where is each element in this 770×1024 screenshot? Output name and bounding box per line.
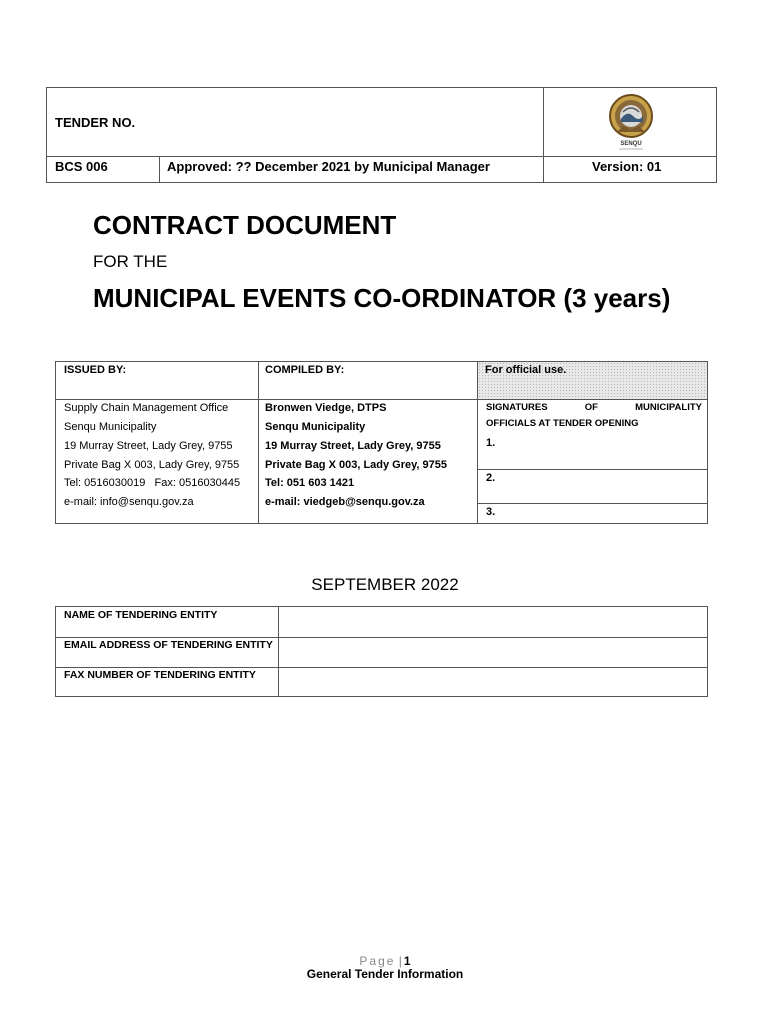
compiled-by-line: Tel: 051 603 1421 — [265, 477, 355, 489]
issued-by-label: ISSUED BY: — [64, 364, 127, 376]
divider — [258, 362, 259, 523]
compiled-by-line: 19 Murray Street, Lady Grey, 9755 — [265, 440, 441, 452]
compiled-by-line: Senqu Municipality — [265, 421, 366, 433]
footer-section-title: General Tender Information — [306, 967, 464, 981]
page-number: 1 — [403, 954, 411, 968]
issued-by-line: Tel: 0516030019 Fax: 0516030445 — [64, 477, 241, 489]
page-footer — [0, 954, 770, 968]
signatures-of: OF — [584, 402, 598, 413]
version-text: Version: 01 — [592, 159, 662, 174]
approved-text: Approved: ?? December 2021 by Municipal Manager — [167, 159, 490, 174]
entity-name-label: NAME OF TENDERING ENTITY — [64, 609, 218, 621]
compiled-by-label: COMPILED BY: — [265, 364, 345, 376]
signature-slot-1: 1. — [486, 437, 496, 449]
official-use-label: For official use. — [485, 364, 567, 376]
divider — [159, 156, 160, 182]
signatures-municipality: MUNICIPALITY — [635, 402, 702, 413]
entity-table — [55, 606, 708, 697]
divider — [278, 607, 279, 696]
header-table — [46, 87, 717, 183]
issued-by-line: Senqu Municipality — [64, 421, 157, 433]
document-title: CONTRACT DOCUMENT — [93, 210, 397, 240]
divider — [47, 156, 716, 157]
compiled-by-line: Bronwen Viedge, DTPS — [265, 402, 387, 414]
signatures-heading-line2: OFFICIALS AT TENDER OPENING — [486, 418, 639, 429]
signature-slot-3: 3. — [486, 506, 496, 518]
issued-by-email: e-mail: info@senqu.gov.za — [64, 496, 194, 508]
document-subject: MUNICIPAL EVENTS CO-ORDINATOR (3 years) — [93, 283, 671, 313]
tender-code: BCS 006 — [55, 159, 108, 174]
compiled-by-email: e-mail: viedgeb@senqu.gov.za — [265, 496, 425, 508]
divider — [477, 469, 707, 470]
issued-by-line: Private Bag X 003, Lady Grey, 9755 — [64, 459, 240, 471]
municipal-logo — [605, 92, 657, 154]
divider — [477, 362, 478, 523]
signatures-heading — [486, 402, 702, 413]
signatures-word: SIGNATURES — [486, 402, 548, 413]
page-word: Page — [359, 954, 396, 968]
divider — [477, 503, 707, 504]
divider — [56, 637, 707, 638]
signature-slot-2: 2. — [486, 472, 496, 484]
date-label: SEPTEMBER 2022 — [311, 575, 459, 594]
issued-by-line: Supply Chain Management Office — [64, 402, 229, 414]
issued-by-line: 19 Murray Street, Lady Grey, 9755 — [64, 440, 233, 452]
compiled-by-line: Private Bag X 003, Lady Grey, 9755 — [265, 459, 448, 471]
entity-fax-label: FAX NUMBER OF TENDERING ENTITY — [64, 669, 256, 681]
tender-no-label: TENDER NO. — [55, 115, 136, 130]
document-date — [0, 575, 770, 595]
divider — [543, 88, 544, 182]
svg-text:SENQU: SENQU — [620, 141, 642, 147]
for-the-text: FOR THE — [93, 252, 168, 271]
divider — [56, 399, 707, 400]
entity-email-label: EMAIL ADDRESS OF TENDERING ENTITY — [64, 639, 273, 651]
page-separator: | — [398, 954, 404, 968]
issued-table — [55, 361, 708, 524]
divider — [56, 667, 707, 668]
